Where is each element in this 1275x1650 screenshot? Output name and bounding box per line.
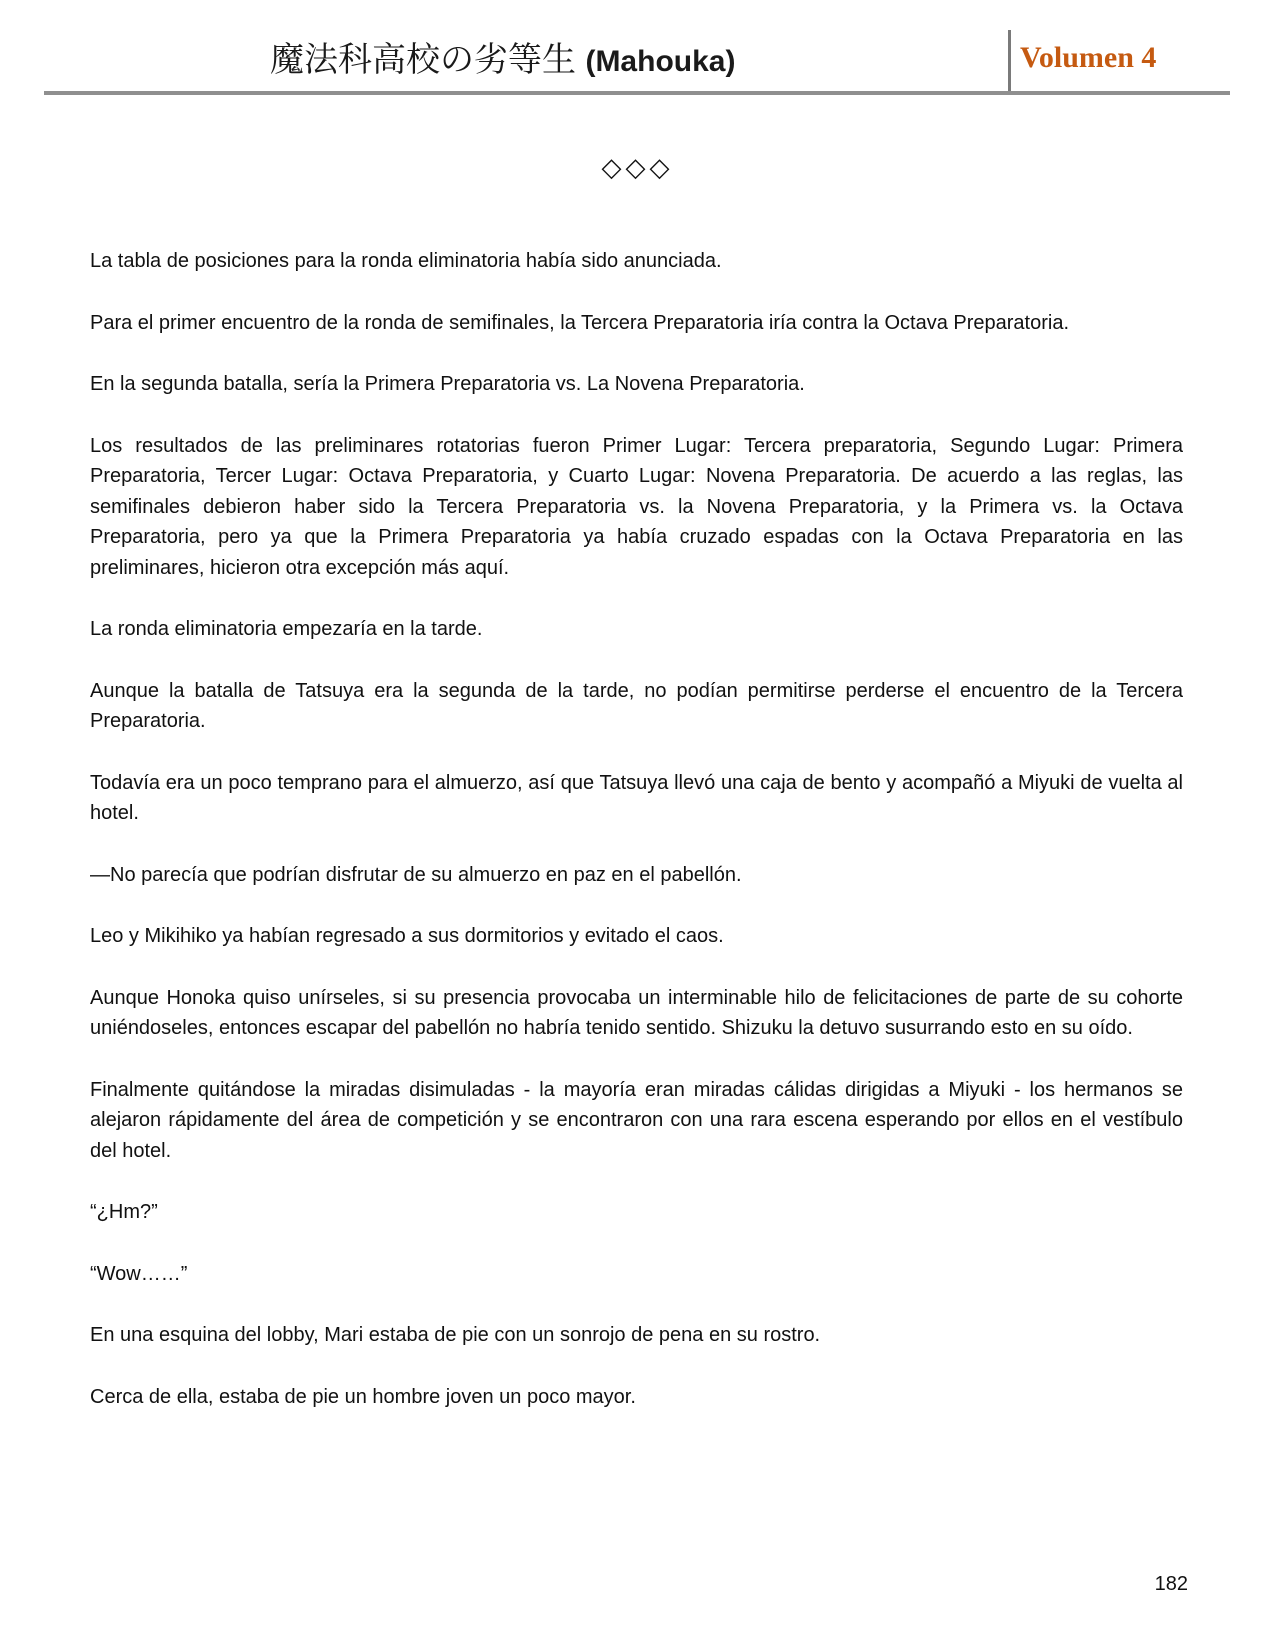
paragraph: Los resultados de las preliminares rotatorias fueron Primer Lugar: Tercera preparatoria, Segundo Lugar: Primera Preparatoria, Tercer Lugar: Octava Preparatoria, y Cuarto Lugar: Novena Preparatoria. De acuerdo a las reglas, las semifinales debieron haber sido la Tercera Preparatoria vs. la Novena Preparatoria, y la Primera vs. la Octava Preparatoria, pero ya que la Primera Preparatoria ya había cruzado espadas con la Octava Preparatoria en las preliminares, hicieron otra excepción más aquí.: [90, 434, 1183, 579]
page-number: 182: [1154, 1573, 1188, 1595]
header-rule: [44, 91, 1230, 95]
book-title-japanese: 魔法科高校の劣等生: [270, 41, 576, 79]
paragraph: La ronda eliminatoria empezaría en la tarde.: [90, 618, 483, 640]
header-divider: [1008, 30, 1011, 92]
section-separator: ◇◇◇: [601, 153, 674, 183]
paragraph: —No parecía que podrían disfrutar de su almuerzo en paz en el pabellón.: [90, 863, 742, 886]
paragraph: La tabla de posiciones para la ronda eliminatoria había sido anunciada.: [90, 250, 722, 272]
paragraph: “Wow……”: [90, 1262, 188, 1285]
paragraph: Leo y Mikihiko ya habían regresado a sus dormitorios y evitado el caos.: [90, 925, 724, 947]
paragraph: Para el primer encuentro de la ronda de semifinales, la Tercera Preparatoria iría contra la Octava Preparatoria.: [90, 311, 1070, 334]
body-text: [90, 246, 1183, 1443]
paragraph: En una esquina del lobby, Mari estaba de pie con un sonrojo de pena en su rostro.: [90, 1324, 821, 1346]
book-title-latin: (Mahouka): [585, 45, 736, 78]
paragraph: En la segunda batalla, sería la Primera Preparatoria vs. La Novena Preparatoria.: [90, 373, 805, 395]
paragraph: Todavía era un poco temprano para el almuerzo, así que Tatsuya llevó una caja de bento y acompañó a Miyuki de vuelta al hotel.: [90, 771, 1183, 824]
paragraph: Finalmente quitándose la miradas disimuladas - la mayoría eran miradas cálidas dirigidas a Miyuki - los hermanos se alejaron rápidamente del área de competición y se encontraron con una rara escena esperando por ellos en el vestíbulo del hotel.: [90, 1078, 1183, 1162]
paragraph: Cerca de ella, estaba de pie un hombre joven un poco mayor.: [90, 1385, 636, 1408]
volume-label: Volumen 4: [1020, 41, 1157, 74]
book-title: [270, 38, 790, 84]
paragraph: Aunque la batalla de Tatsuya era la segunda de la tarde, no podían permitirse perderse el encuentro de la Tercera Preparatoria.: [90, 679, 1183, 732]
paragraph: “¿Hm?”: [90, 1201, 158, 1223]
paragraph: Aunque Honoka quiso unírseles, si su presencia provocaba un interminable hilo de felicitaciones de parte de su cohorte uniéndoseles, entonces escapar del pabellón no habría tenido sentido. Shizuku la detuvo susurrando esto en su oído.: [90, 986, 1183, 1039]
page-header: [0, 0, 1275, 100]
